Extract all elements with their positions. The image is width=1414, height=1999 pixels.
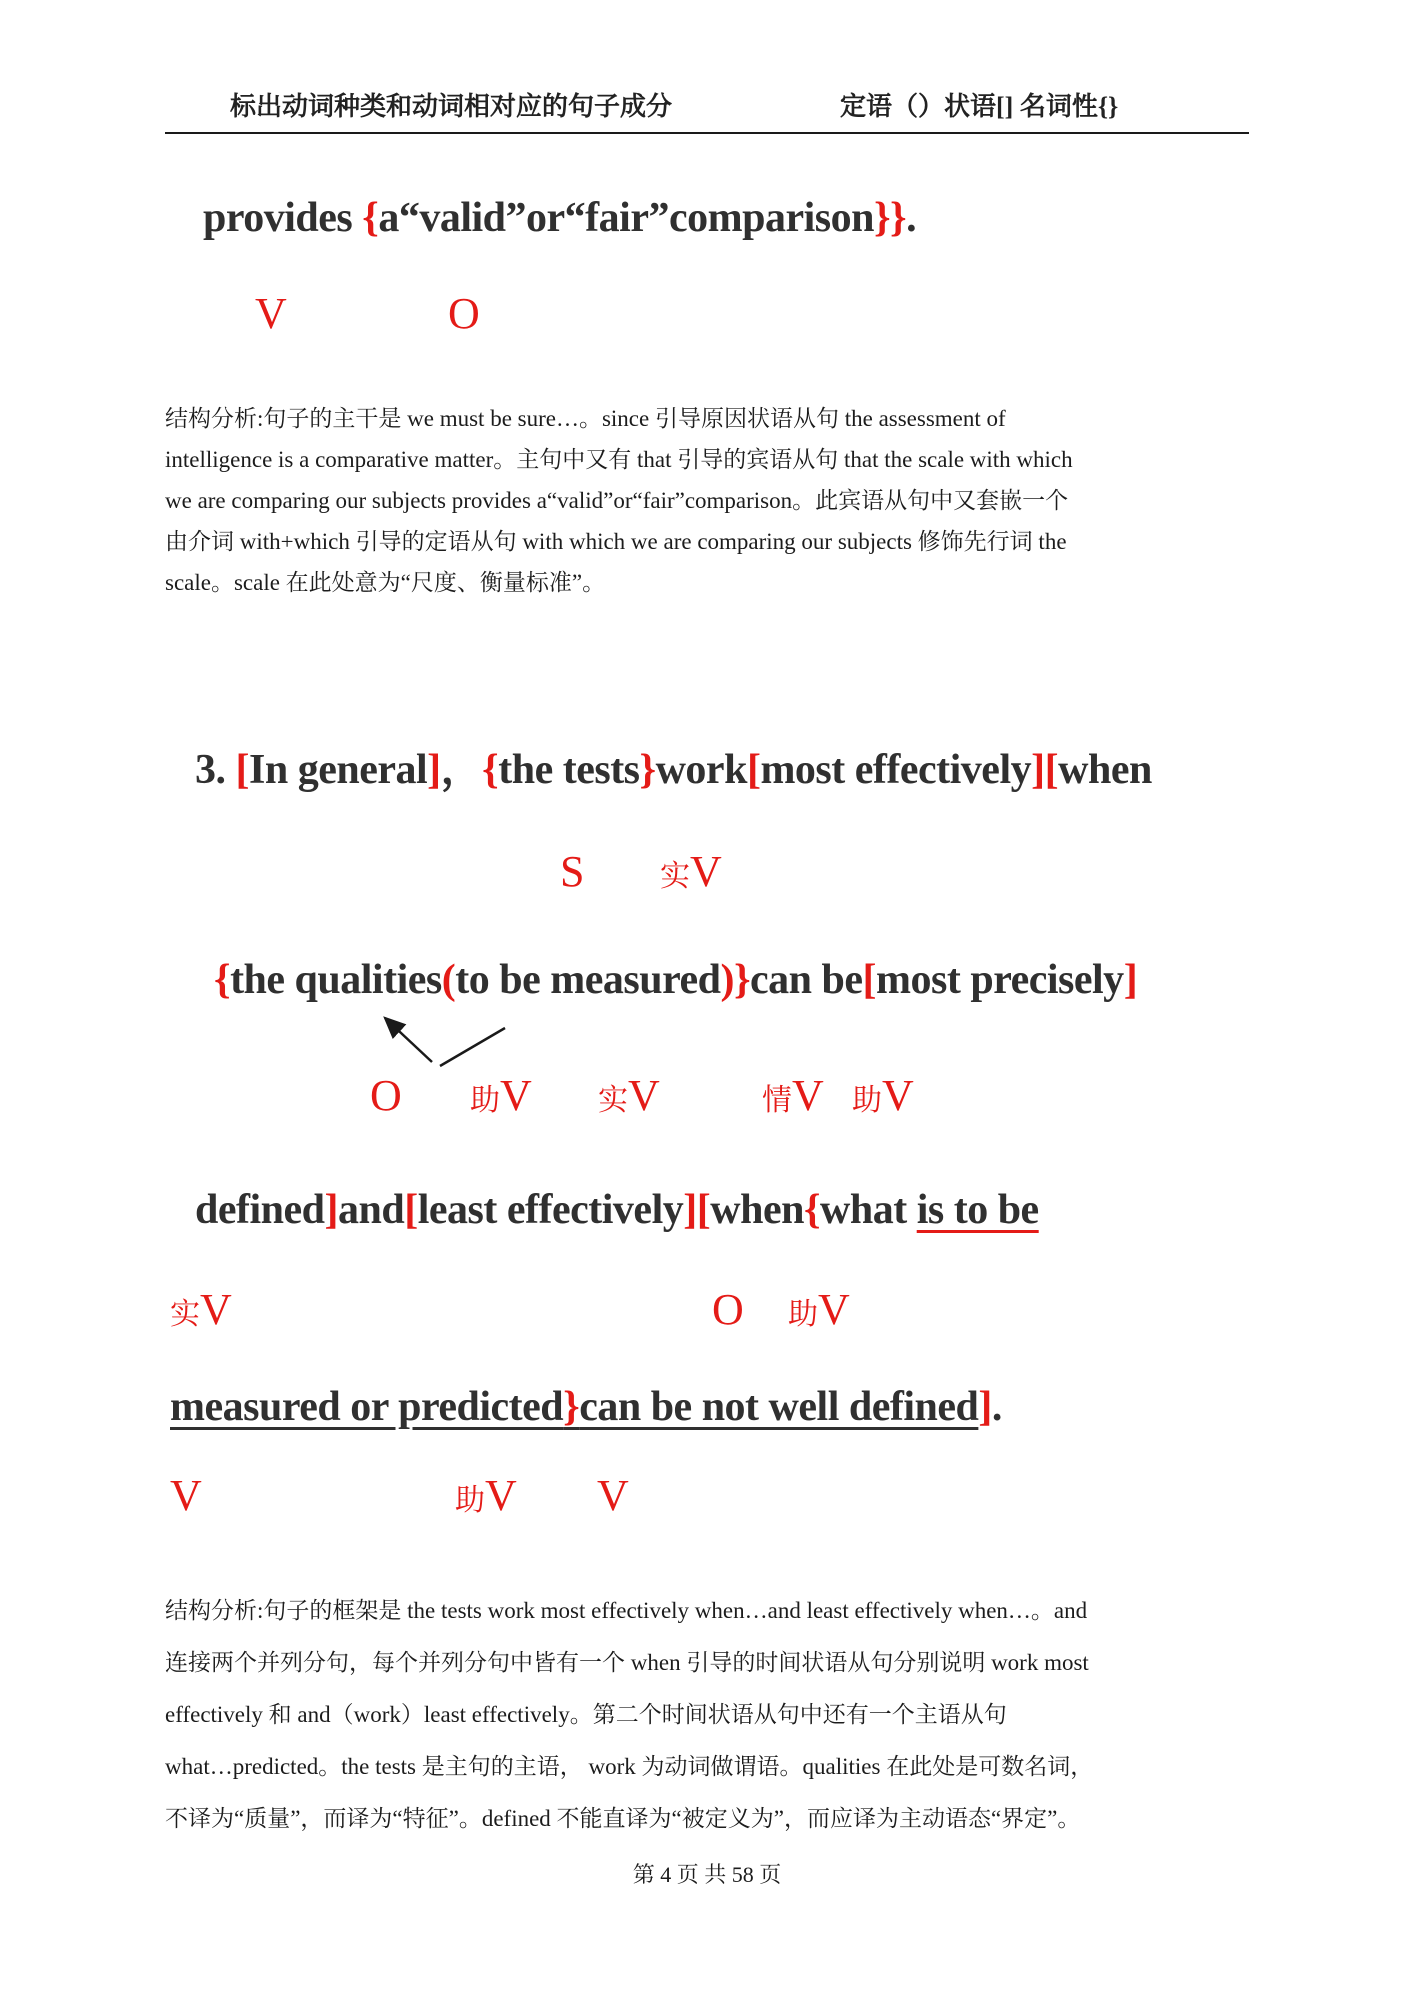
analysis-line: 不译为“质量”，而译为“特征”。defined 不能直译为“被定义为”，而应译为主动语态“界定”。	[165, 1806, 1081, 1831]
analysis-line: 结构分析:句子的框架是 the tests work most effectively when…and least effectively when…。and	[165, 1598, 1088, 1623]
label-shi-v: 实V	[598, 1071, 660, 1120]
sentence3-line4: measured or predicted}can be not well defined].	[170, 1384, 1002, 1430]
label-v: V	[170, 1471, 202, 1520]
sentence3-line3: defined]and[least effectively][when{what is to be	[195, 1187, 1039, 1233]
sentence2-fragment: provides {a“valid”or“fair”comparison}}.	[203, 195, 917, 241]
sentence3-line2: {the qualities(to be measured)}can be[most precisely]	[214, 957, 1138, 1003]
label-o: O	[448, 289, 480, 338]
label-o: O	[370, 1071, 402, 1120]
analysis-paragraph-1	[165, 398, 1073, 603]
label-shi-v: 实V	[660, 847, 722, 896]
analysis-line: intelligence is a comparative matter。主句中又有 that 引导的宾语从句 that the scale with which	[165, 447, 1073, 472]
label-v: V	[597, 1471, 629, 1520]
label-zhu-v: 助V	[455, 1471, 517, 1520]
annotation-arrows	[360, 1008, 530, 1080]
header-divider	[165, 132, 1249, 134]
label-qing-v: 情V	[762, 1071, 824, 1120]
header-instruction: 标出动词种类和动词相对应的句子成分	[230, 92, 673, 121]
label-zhu-v: 助V	[470, 1071, 532, 1120]
label-s: S	[560, 847, 585, 896]
label-o: O	[712, 1285, 744, 1334]
analysis-line: 连接两个并列分句，每个并列分句中皆有一个 when 引导的时间状语从句分别说明 work most	[165, 1650, 1089, 1675]
analysis-paragraph-2	[165, 1585, 1093, 1845]
analysis-line: what…predicted。the tests 是主句的主语， work 为动词做谓语。qualities 在此处是可数名词，	[165, 1754, 1094, 1779]
label-zhu-v: 助V	[852, 1071, 914, 1120]
label-shi-v: 实V	[170, 1285, 232, 1334]
label-v: V	[255, 289, 287, 338]
arrow-to-measured	[440, 1028, 505, 1066]
analysis-line: effectively 和 and（work）least effectively。第二个时间状语从句中还有一个主语从句	[165, 1702, 1007, 1727]
label-zhu-v: 助V	[788, 1285, 850, 1334]
analysis-line: we are comparing our subjects provides a“valid”or“fair”comparison。此宾语从句中又套嵌一个	[165, 488, 1069, 513]
analysis-line: scale。scale 在此处意为“尺度、衡量标准”。	[165, 570, 606, 595]
sentence3-line1: 3. [In general]，{the tests}work[most effectively][when	[195, 747, 1152, 793]
arrow-to-qualities	[385, 1018, 432, 1062]
page-number: 第 4 页 共 58 页	[632, 1862, 782, 1887]
header-legend: 定语（）状语[] 名词性{}	[840, 92, 1119, 121]
analysis-line: 结构分析:句子的主干是 we must be sure…。since 引导原因状语从句 the assessment of	[165, 406, 1006, 431]
analysis-line: 由介词 with+which 引导的定语从句 with which we are comparing our subjects 修饰先行词 the	[165, 529, 1067, 554]
